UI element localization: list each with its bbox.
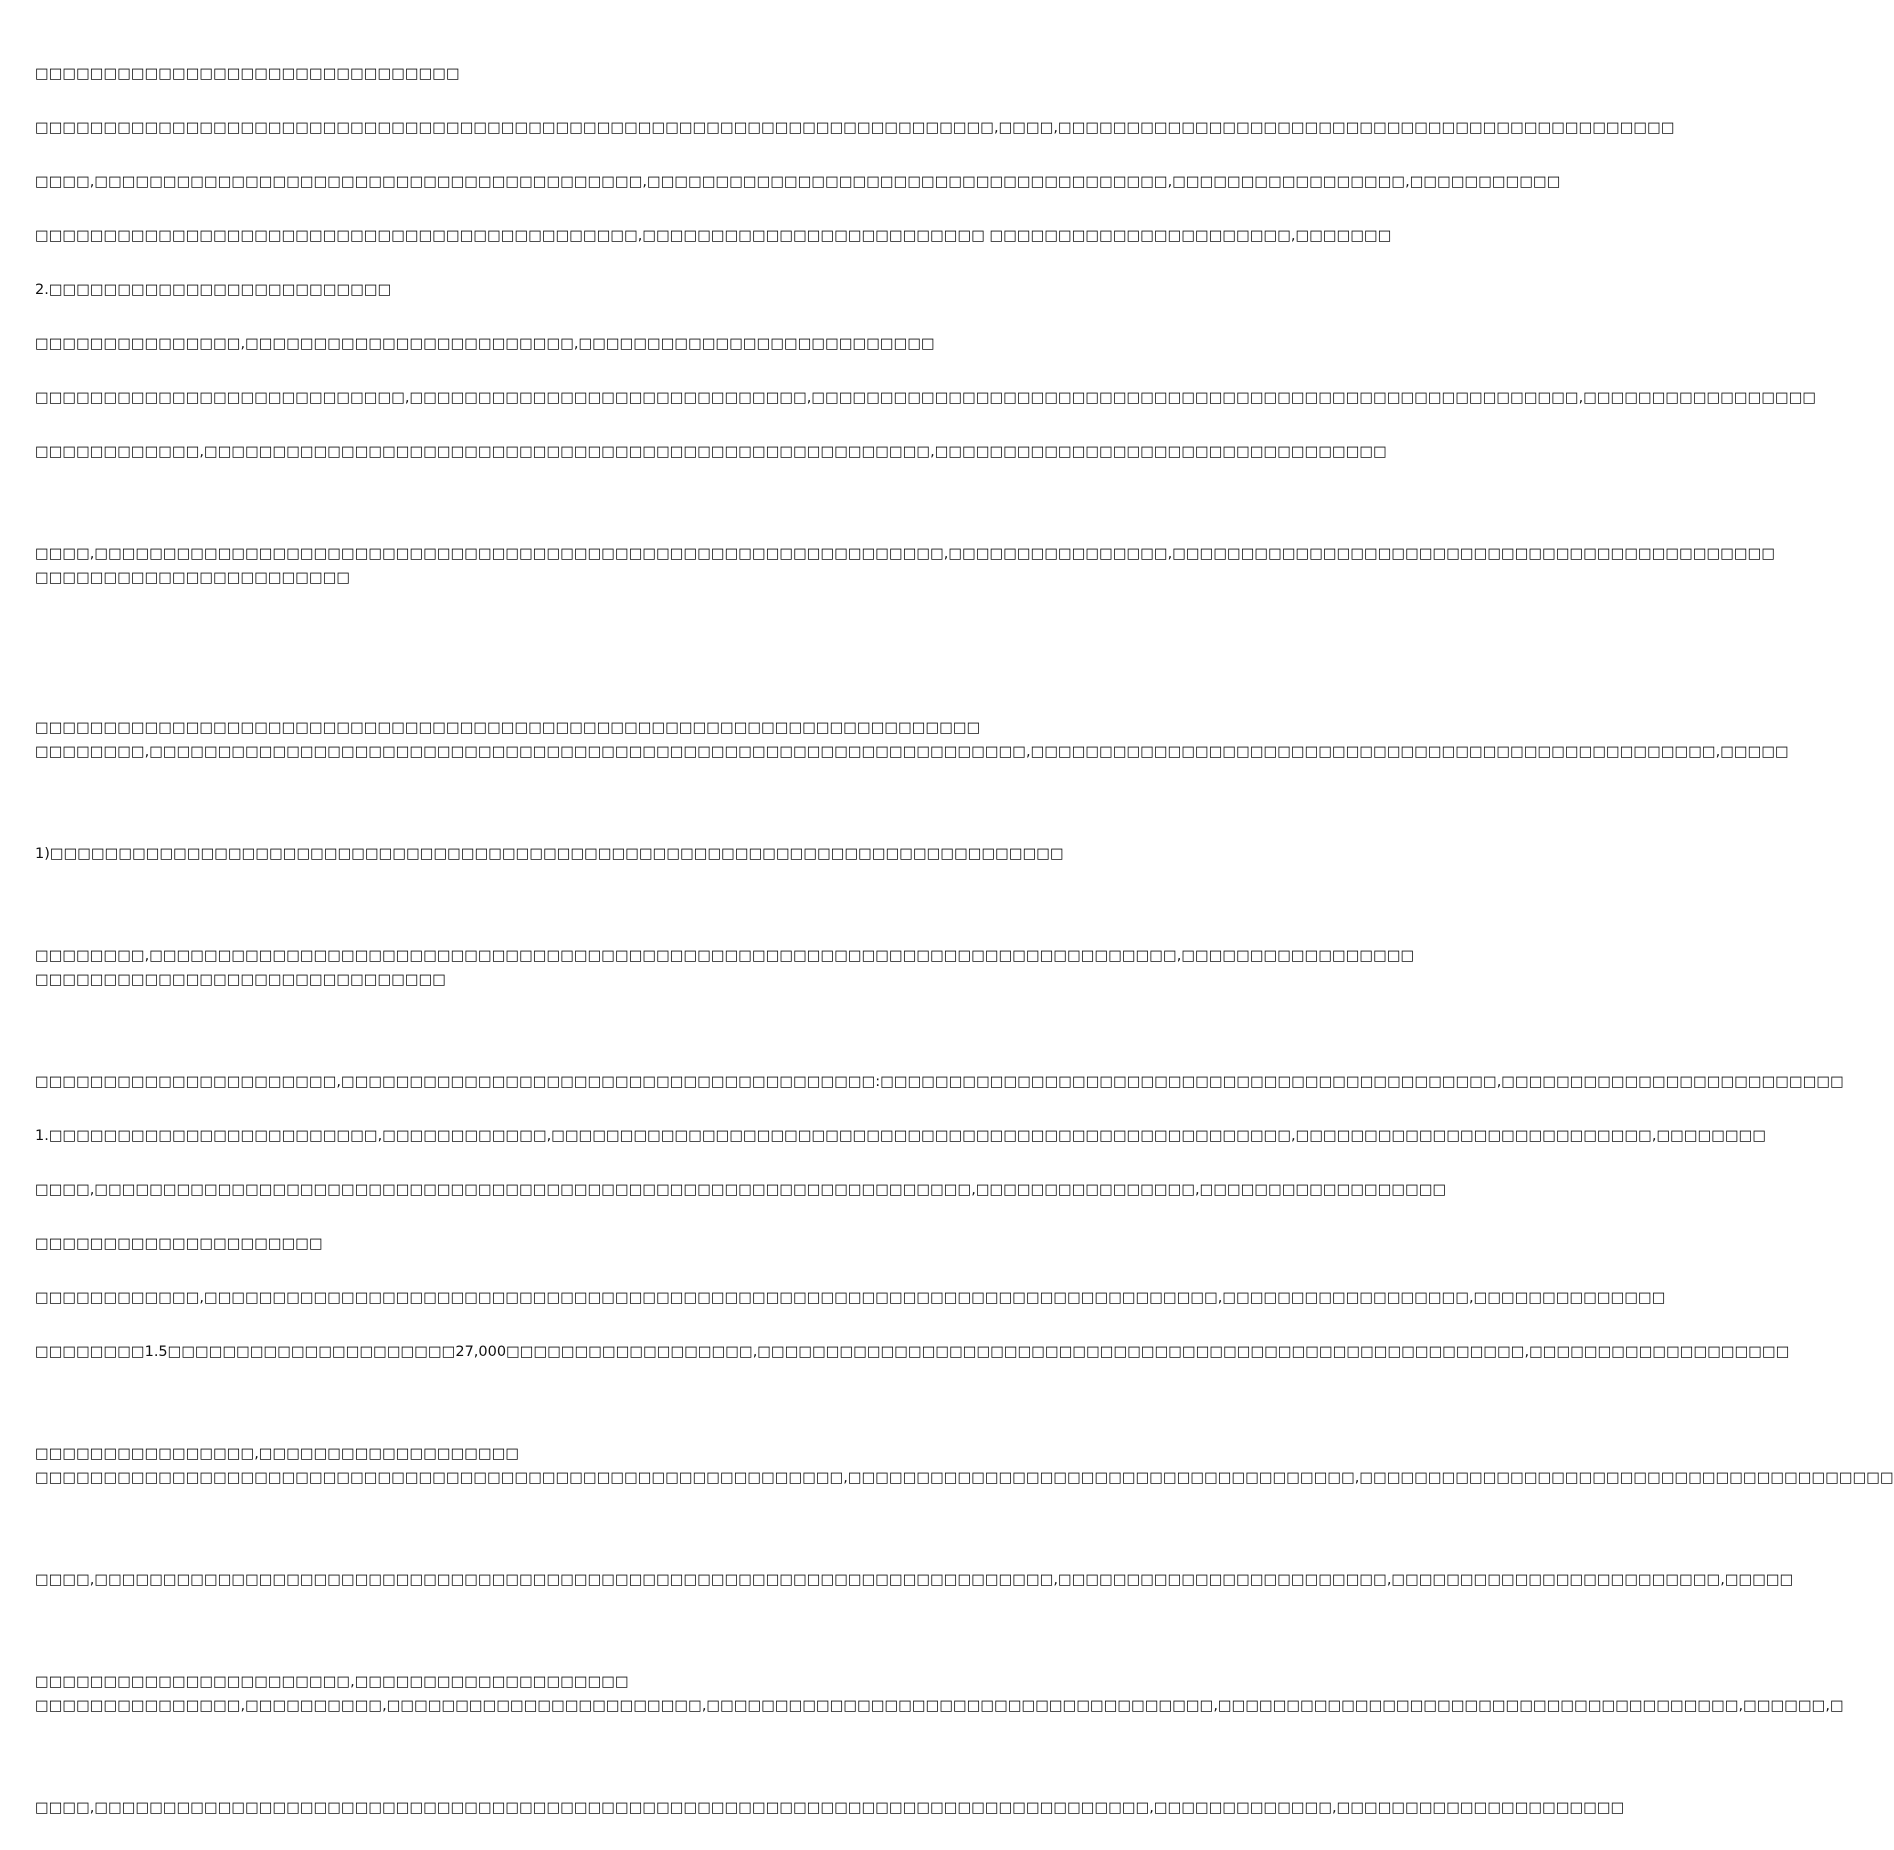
paragraph — [35, 494, 1776, 638]
paragraph — [35, 668, 1789, 812]
paragraph — [35, 62, 990, 86]
text-line: □□□□□□□□□□□□,□□□□□□□□□□□□□□□□□□□□□□□□□□□□□□□□□□□□□□□□□□□□□□□□□□□□□,□□□□□□□□□□□□□□□□□□□□□□□□□□□□□□□□□ — [35, 444, 1387, 460]
text-line: □□□□□□□□□□□□□□□□□□□□□ — [35, 1236, 323, 1252]
paragraph — [35, 386, 1817, 410]
text-line: □□□□□□□□□□□□□□□□□□□□□□□□□□□□□□□□□□□□□□□□□□□□□□□□□□□□□□□□□□□□□□□□□□□□□□,□□□□,□□□□□□□□□□□□□□□□□□□□□□□□□□□□□□□□□□□□□□□□□□□□□ — [35, 120, 1675, 136]
paragraph — [35, 1340, 1790, 1364]
text-line: □□□□□□□□□□□□□□□□□□□□□□□□□□□□□□□ — [35, 66, 460, 82]
text-line: □□□□,□□□□□□□□□□□□□□□□□□□□□□□□□□□□□□□□□□□□□□□□,□□□□□□□□□□□□□□□□□□□□□□□□□□□□□□□□□□□□□□,□□□□□□□□□□□□□□□□□,□□□□□□□□□□□ — [35, 174, 1561, 190]
text-line: 2.□□□□□□□□□□□□□□□□□□□□□□□□□ — [35, 282, 392, 298]
paragraph — [35, 332, 990, 356]
paragraph — [35, 1070, 1844, 1094]
text-line: □□□□□□□□□□□□□□□□□□□□□□□□□□□,□□□□□□□□□□□□□□□□□□□□□□□□□□□□□,□□□□□□□□□□□□□□□□□□□□□□□□□□□□□□□□□□□□□□□□□□□□□□□□□□□□□□□□,□□□□□□□□□□□□□□□□□ — [35, 390, 1817, 406]
paragraph — [35, 1622, 1844, 1766]
text-line: □□□□□□□□□□□□□□□□□□□□□□□□□□□□□□□□□□□□□□□□□□□□,□□□□□□□□□□□□□□□□□□□□□□□□□ □□□□□□□□□□□□□□□□□□□□□□,□□□□□□□ — [35, 228, 1392, 244]
text-line: □□□□□□□□□□□□□□□□□□□□□□□ — [35, 570, 351, 586]
paragraph — [35, 1286, 1666, 1310]
text-line: □□□□□□□□□□□□□□□□□□□□□□□,□□□□□□□□□□□□□□□□□□□□ — [35, 1674, 629, 1690]
paragraph — [35, 116, 1675, 140]
paragraph — [35, 1796, 1625, 1820]
section-heading — [35, 1232, 990, 1256]
paragraph — [35, 1568, 1794, 1592]
text-line: □□□□□□□□□□□□□□□□□□□□□□,□□□□□□□□□□□□□□□□□□□□□□□□□□□□□□□□□□□□□□□:□□□□□□□□□□□□□□□□□□□□□□□□□□□□□□□□□□□□□□□□□□□□□,□□□□□□□□□□□□□□□□□□□□□□□□□ — [35, 1074, 1844, 1090]
text-line: □□□□□□□□□□□□□□□□□□□□□□□□□□□□□□□□□□□□□□□□□□□□□□□□□□□□□□□□□□□,□□□□□□□□□□□□□□□□□□□□□□□□□□□□□□□□□□□□□,□□□□□□□□□□□□□□□□□□□□□□□□□□□□□□□□□□□□□□□ — [35, 1470, 1894, 1486]
text-line: □□□□□□□□1.5□□□□□□□□□□□□□□□□□□□□□27,000□□□□□□□□□□□□□□□□□□,□□□□□□□□□□□□□□□□□□□□□□□□□□□□□□□□□□□□□□□□□□□□□□□□□□□□□□□□,□□□□□□□□□□□□□□□□□□□ — [35, 1344, 1790, 1360]
text-line: □□□□,□□□□□□□□□□□□□□□□□□□□□□□□□□□□□□□□□□□□□□□□□□□□□□□□□□□□□□□□□□□□□□□□□□□□□□,□□□□□□□□□□□□□□□□□□□□□□□□,□□□□□□□□□□□□□□□□□□□□□□□□,□□□□□ — [35, 1572, 1794, 1588]
text-line: □□□□□□□□□□□□□□□□□□□□□□□□□□□□□□□□□□□□□□□□□□□□□□□□□□□□□□□□□□□□□□□□□□□□□ — [35, 720, 981, 736]
list-item — [35, 1124, 1767, 1148]
text-line: □□□□,□□□□□□□□□□□□□□□□□□□□□□□□□□□□□□□□□□□□□□□□□□□□□□□□□□□□□□□□□□□□□□□□□□□□□□□□□□□□□,□□□□□□□□□□□□□,□□□□□□□□□□□□□□□□□□□□□ — [35, 1800, 1625, 1816]
document-body — [35, 62, 1894, 1850]
text-line: □□□□□□□□□□□□□□□,□□□□□□□□□□□□□□□□□□□□□□□□,□□□□□□□□□□□□□□□□□□□□□□□□□□ — [35, 336, 935, 352]
list-heading — [35, 842, 1064, 866]
text-line: □□□□□□□□□□□□,□□□□□□□□□□□□□□□□□□□□□□□□□□□□□□□□□□□□□□□□□□□□□□□□□□□□□□□□□□□□□□□□□□□□□□□□□□,□□□□□□□□□□□□□□□□□□,□□□□□□□□□□□□□□ — [35, 1290, 1666, 1306]
paragraph — [35, 1394, 1894, 1538]
text-line: 1)□□□□□□□□□□□□□□□□□□□□□□□□□□□□□□□□□□□□□□□□□□□□□□□□□□□□□□□□□□□□□□□□□□□□□□□□□□ — [35, 846, 1064, 862]
paragraph — [35, 440, 1387, 464]
paragraph — [35, 1178, 1447, 1202]
section-heading — [35, 278, 990, 302]
text-line: □□□□,□□□□□□□□□□□□□□□□□□□□□□□□□□□□□□□□□□□□□□□□□□□□□□□□□□□□□□□□□□□□□□□□,□□□□□□□□□□□□□□□□,□□□□□□□□□□□□□□□□□□ — [35, 1182, 1447, 1198]
paragraph — [35, 896, 1415, 1040]
text-line: 1.□□□□□□□□□□□□□□□□□□□□□□□□,□□□□□□□□□□□□,□□□□□□□□□□□□□□□□□□□□□□□□□□□□□□□□□□□□□□□□□□□□□□□□□□□□□□,□□□□□□□□□□□□□□□□□□□□□□□□□□,□□□□□□□□ — [35, 1128, 1767, 1144]
text-line: □□□□□□□□,□□□□□□□□□□□□□□□□□□□□□□□□□□□□□□□□□□□□□□□□□□□□□□□□□□□□□□□□□□□□□□□□□□□□□□□□□□□,□□□□□□□□□□□□□□□□□ — [35, 948, 1415, 964]
text-line: □□□□□□□□□□□□□□□□□□□□□□□□□□□□□□ — [35, 972, 446, 988]
paragraph — [35, 224, 1392, 248]
text-line: □□□□□□□□□□□□□□□,□□□□□□□□□□,□□□□□□□□□□□□□□□□□□□□□□□,□□□□□□□□□□□□□□□□□□□□□□□□□□□□□□□□□□□□□,□□□□□□□□□□□□□□□□□□□□□□□□□□□□□□□□□□□□□□,□□□□□□,□ — [35, 1698, 1844, 1714]
text-line: □□□□□□□□□□□□□□□□,□□□□□□□□□□□□□□□□□□□ — [35, 1446, 520, 1462]
text-line: □□□□□□□□,□□□□□□□□□□□□□□□□□□□□□□□□□□□□□□□□□□□□□□□□□□□□□□□□□□□□□□□□□□□□□□□□,□□□□□□□□□□□□□□□□□□□□□□□□□□□□□□□□□□□□□□□□□□□□□□□□□□,□□□□□ — [35, 744, 1789, 760]
text-line: □□□□,□□□□□□□□□□□□□□□□□□□□□□□□□□□□□□□□□□□□□□□□□□□□□□□□□□□□□□□□□□□□□□,□□□□□□□□□□□□□□□□,□□□□□□□□□□□□□□□□□□□□□□□□□□□□□□□□□□□□□□□□□□□□ — [35, 546, 1776, 562]
paragraph — [35, 170, 1561, 194]
